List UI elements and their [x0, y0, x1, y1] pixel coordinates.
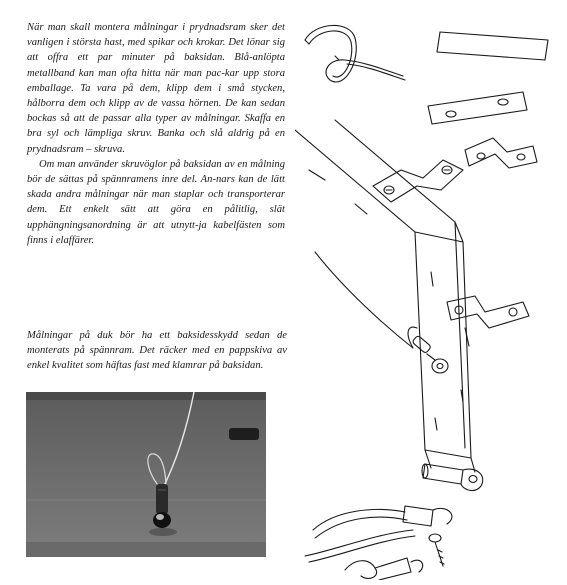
mounted-bracket-top	[373, 160, 463, 202]
board-lower-edge	[26, 542, 266, 557]
photo-background	[26, 392, 266, 557]
metal-bracket-shadow	[229, 428, 259, 440]
article-text-bottom	[27, 328, 287, 374]
screw-eye-with-wire	[315, 252, 448, 373]
paragraph-backing-board: Målningar på duk bör ha ett baksidesskydd sedan de monterats på spännram. Det räcker med en pappskiva av enkel kvalitet som häftas fast med klamrar på baksidan.	[27, 330, 287, 372]
mounting-hardware-illustration	[295, 10, 565, 580]
drilled-strip-sketch	[428, 92, 527, 124]
frame-top-edge	[26, 392, 266, 400]
hanging-wire-photo	[26, 392, 266, 557]
coiled-metal-band-sketch	[305, 25, 405, 82]
paragraph-metal-bands: När man skall montera målningar i prydnadsram sker det vanligen i största hast, med spikar och krokar. Det lönar sig att offra ett par minuter på baksidan. Blå-anlöpta metallband kan man ofta hitta när man pac-kar upp stora emballage. Ta vara på dem, klipp dem i små stycken, hålborra dem och klipp av de vassa hörnen. De kan sedan bockas så att de passar alla typer av målningar. Skaffa en bra syl och lämpliga skruv. Banka och slå aldrig på en prydnadsram – skruva.	[27, 22, 285, 155]
cable-clamp	[156, 484, 168, 514]
wire-clamp-assembly-sketch	[305, 506, 452, 562]
article-text-top	[27, 20, 285, 248]
screw-head	[153, 512, 171, 528]
paragraph-screw-eyes: Om man använder skruvöglor på baksidan av en målning bör de sättas på spännramens inre del. An-nars kan de lätt skada andra målningar när man staplar och transporterar dem. Ett enkelt sätt att göra en pålitlig, slät upphängningsanordning är att utnytt-ja kabelfästen som finns i elaffärer.	[27, 158, 285, 246]
photo-scene	[26, 392, 266, 557]
frame-corner-sketch	[295, 120, 475, 472]
bent-bracket-sketch	[465, 138, 537, 168]
flat-metal-strip-sketch	[437, 32, 548, 60]
